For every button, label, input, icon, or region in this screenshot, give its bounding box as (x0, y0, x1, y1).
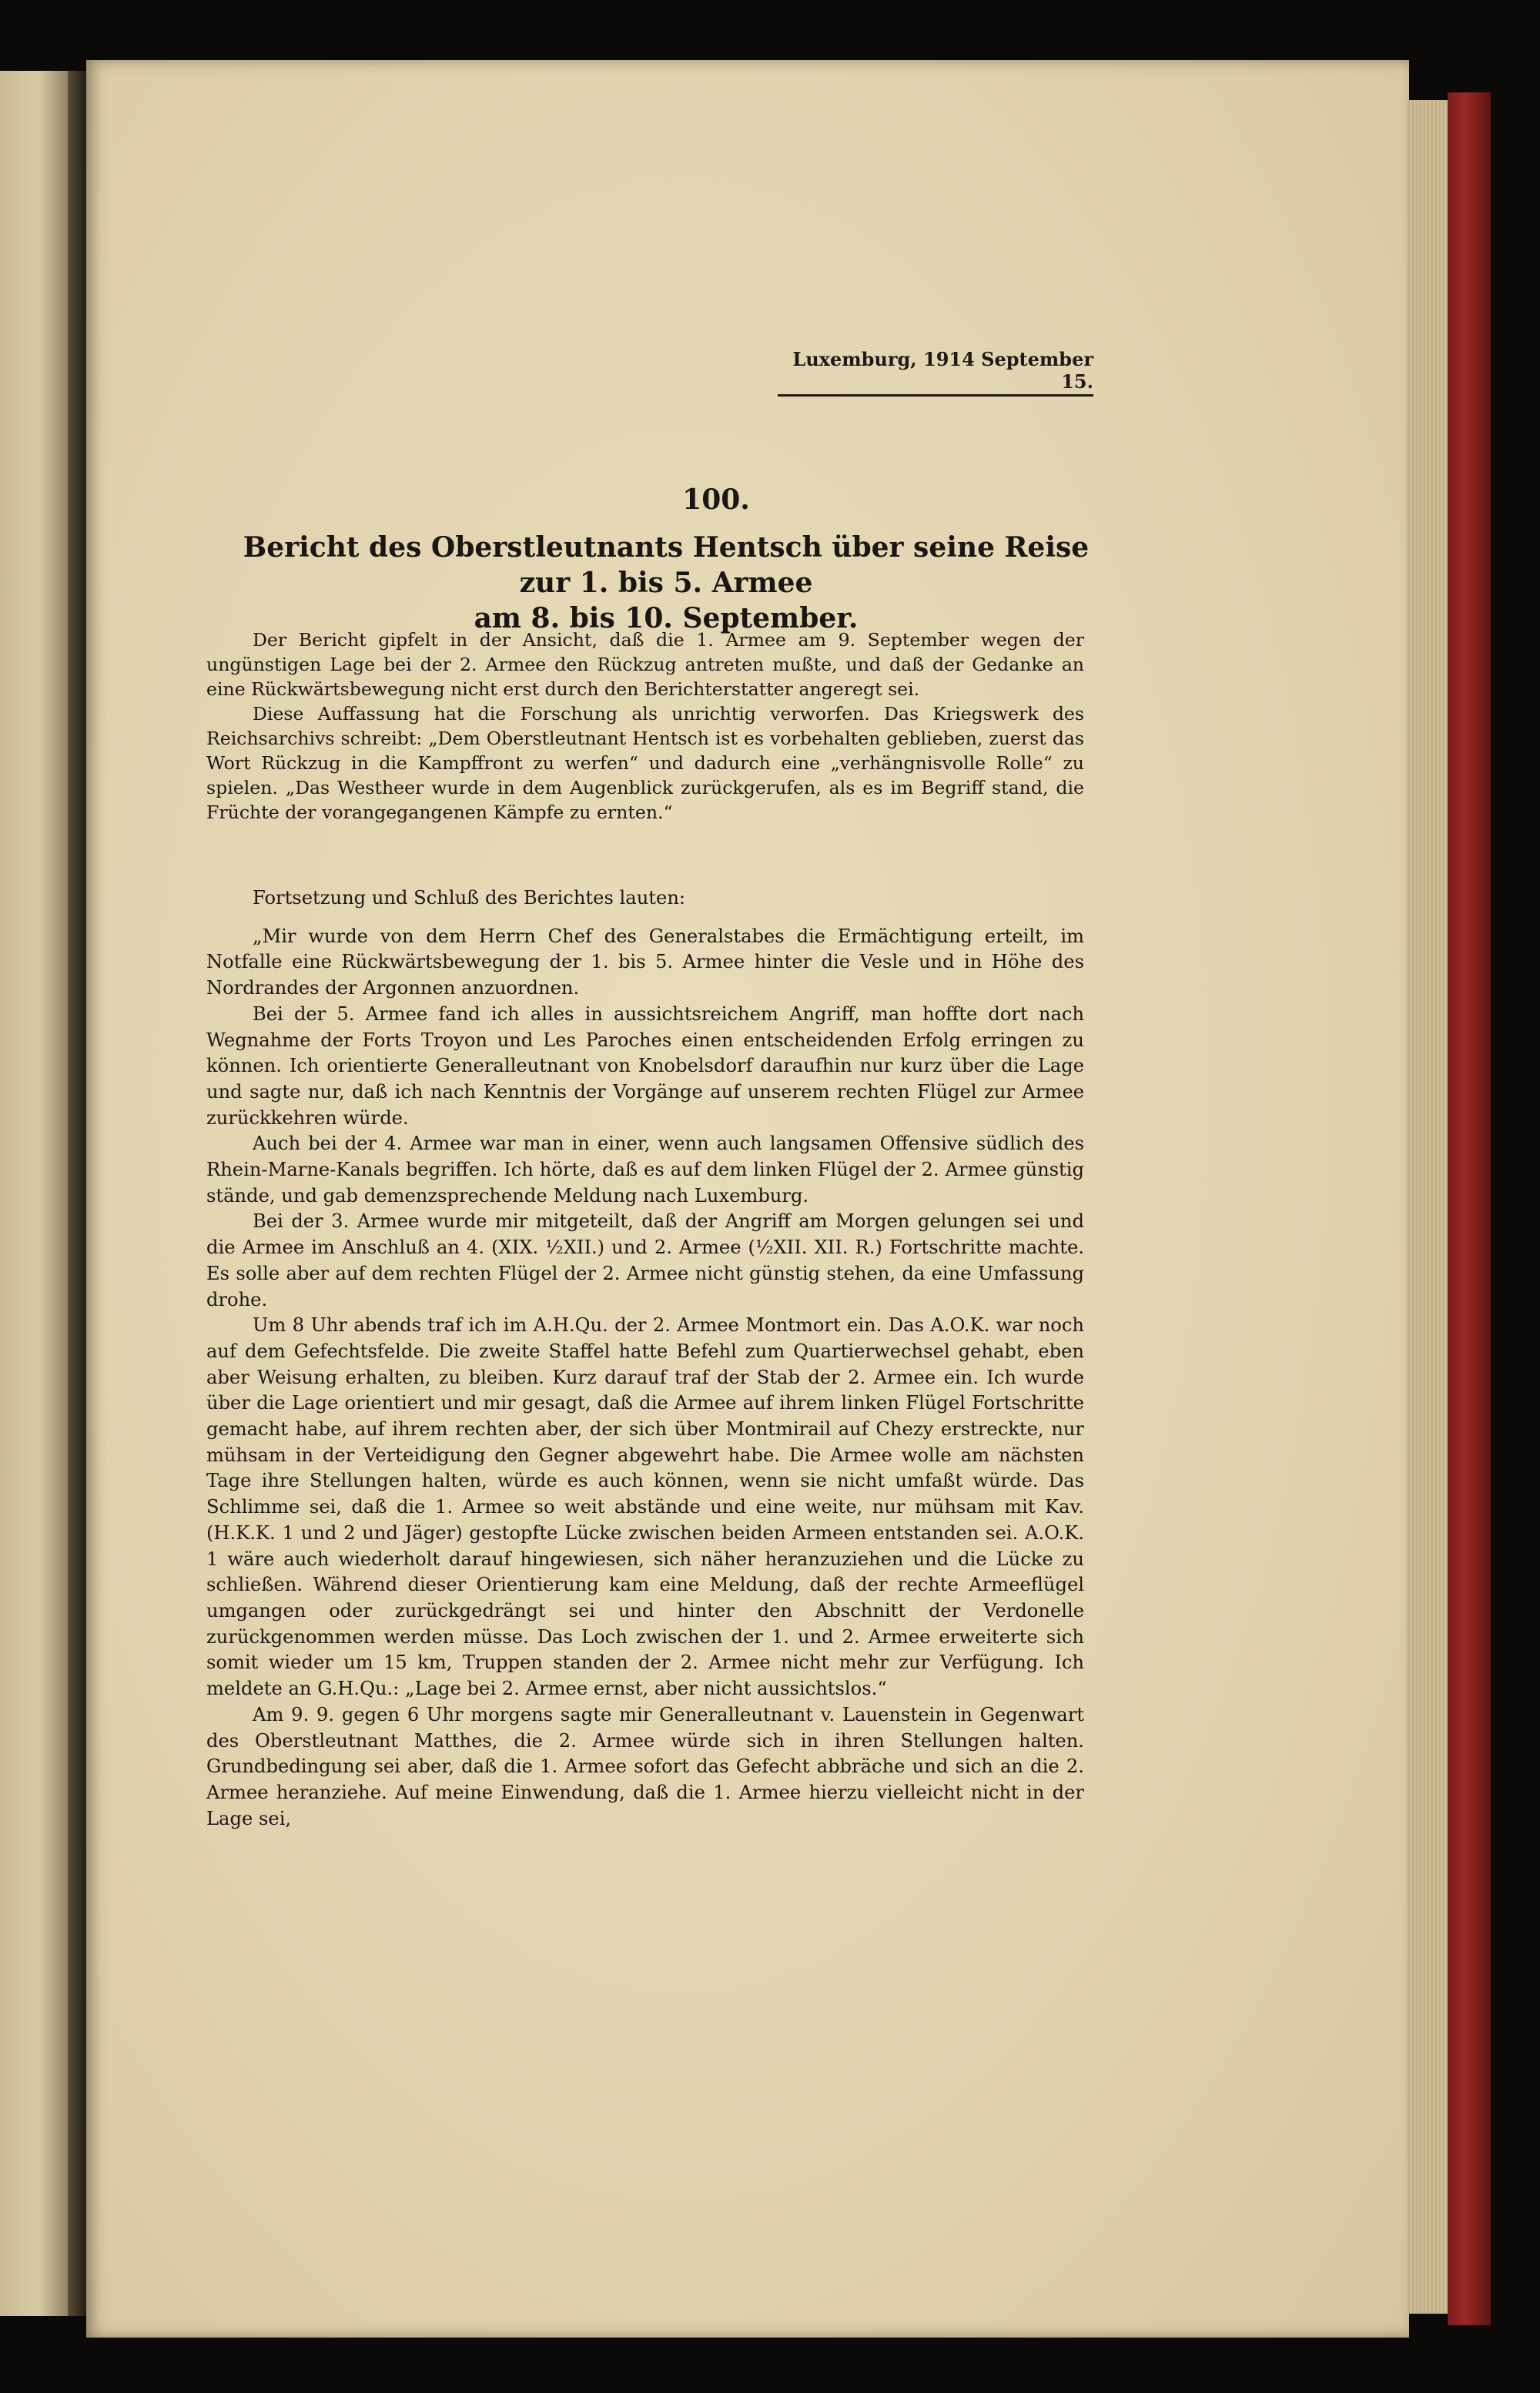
facing-page-edge (0, 71, 71, 2316)
title-line-2: am 8. bis 10. September. (474, 602, 859, 634)
page-stack-edge (1406, 100, 1448, 2314)
report-text (206, 885, 1084, 1832)
report-lead: Fortsetzung und Schluß des Berichtes lauten: (253, 887, 686, 909)
title-line-1: Bericht des Oberstleutnants Hentsch über seine Reise zur 1. bis 5. Armee (243, 531, 1090, 599)
page-dateline: Luxemburg, 1914 September 15. (778, 348, 1093, 397)
book-cover-edge (1448, 92, 1491, 2325)
intro-paragraph: Diese Auffassung hat die Forschung als unrichtig verworfen. Das Kriegswerk des Reichsarchivs schreibt: „Dem Oberstleutnant Hentsch ist es vorbehalten geblieben, zuerst das Wort Rückzug in die Kampffront zu werfen“ und dadurch eine „verhängnisvolle Rolle“ zu spielen. „Das Westheer wurde in dem Augenblick zurückgerufen, als es im Begriff stand, die Früchte der vorangegangenen Kämpfe zu ernten.“ (206, 703, 1084, 823)
document-number: 100. (682, 484, 750, 516)
report-paragraph: Bei der 5. Armee fand ich alles in aussichtsreichem Angriff, man hoffte dort nach Wegnahme der Forts Troyon und Les Paroches einen entscheidenden Erfolg erringen zu können. Ich orientierte Generalleutnant von Knobelsdorf daraufhin nur kurz über die Lage und sagte nur, daß ich nach Kenntnis der Vorgänge auf unserem rechten Flügel zur Armee zurückkehren würde. (206, 1002, 1084, 1129)
report-paragraph: Am 9. 9. gegen 6 Uhr morgens sagte mir Generalleutnant v. Lauenstein in Gegenwart des Oberstleutnant Matthes, die 2. Armee würde sich in ihren Stellungen halten. Grundbedingung sei aber, daß die 1. Armee sofort das Gefecht abbräche und sich an die 2. Armee heranziehe. Auf meine Einwendung, daß die 1. Armee hierzu vielleicht nicht in der Lage sei, (206, 1703, 1084, 1829)
document-title (223, 530, 1109, 636)
report-paragraph: Um 8 Uhr abends traf ich im A.H.Qu. der 2. Armee Montmort ein. Das A.O.K. war noch auf dem Gefechtsfelde. Die zweite Staffel hatte Befehl zum Quartierwechsel gehabt, eben aber Weisung erhalten, zu bleiben. Kurz darauf traf der Stab der 2. Armee ein. Ich wurde über die Lage orientiert und mir gesagt, daß die Armee auf ihrem linken Flügel Fortschritte gemacht habe, auf ihrem rechten aber, der sich über Montmirail auf Chezy erstreckte, nur mühsam in der Verteidigung den Gegner abgewehrt habe. Die Armee wolle am nächsten Tage ihre Stellungen halten, würde es auch können, wenn sie nicht umfaßt würde. Das Schlimme sei, daß die 1. Armee so weit abstände und eine weite, nur mühsam mit Kav. (H.K.K. 1 und 2 und Jäger) gestopfte Lücke zwischen beiden Armeen entstanden sei. A.O.K. 1 wäre auch wiederholt darauf hingewiesen, sich näher heranzuziehen und die Lücke zu schließen. Während dieser Orientierung kam eine Meldung, daß der rechte Armeeflügel umgangen oder zurückgedrängt sei und hinter den Abschnitt der Verdonelle zurückgenommen werden müsse. Das Loch zwischen der 1. und 2. Armee erweiterte sich somit wieder um 15 km, Truppen standen der 2. Armee nicht mehr zur Verfügung. Ich meldete an G.H.Qu.: „Lage bei 2. Armee ernst, aber nicht aussichtslos.“ (206, 1314, 1084, 1700)
report-paragraph: Bei der 3. Armee wurde mir mitgeteilt, daß der Angriff am Morgen gelungen sei und die Armee im Anschluß an 4. (XIX. ½XII.) und 2. Armee (½XII. XII. R.) Fortschritte machte. Es solle aber auf dem rechten Flügel der 2. Armee nicht günstig stehen, da eine Umfassung drohe. (206, 1210, 1084, 1310)
report-paragraph: „Mir wurde von dem Herrn Chef des Generalstabes die Ermächtigung erteilt, im Notfalle eine Rückwärtsbewegung der 1. bis 5. Armee hinter die Vesle und in Höhe des Nordrandes der Argonnen anzuordnen. (206, 925, 1084, 999)
editorial-intro (206, 628, 1084, 825)
report-paragraph: Auch bei der 4. Armee war man in einer, wenn auch langsamen Offensive südlich des Rhein-Marne-Kanals begriffen. Ich hörte, daß es auf dem linken Flügel der 2. Armee günstig stände, und gab demenzsprechende Meldung nach Luxemburg. (206, 1133, 1084, 1207)
intro-paragraph: Der Bericht gipfelt in der Ansicht, daß die 1. Armee am 9. September wegen der ungünstigen Lage bei der 2. Armee den Rückzug antreten mußte, und daß der Gedanke an eine Rückwärtsbewegung nicht erst durch den Berichterstatter angeregt sei. (206, 629, 1084, 700)
